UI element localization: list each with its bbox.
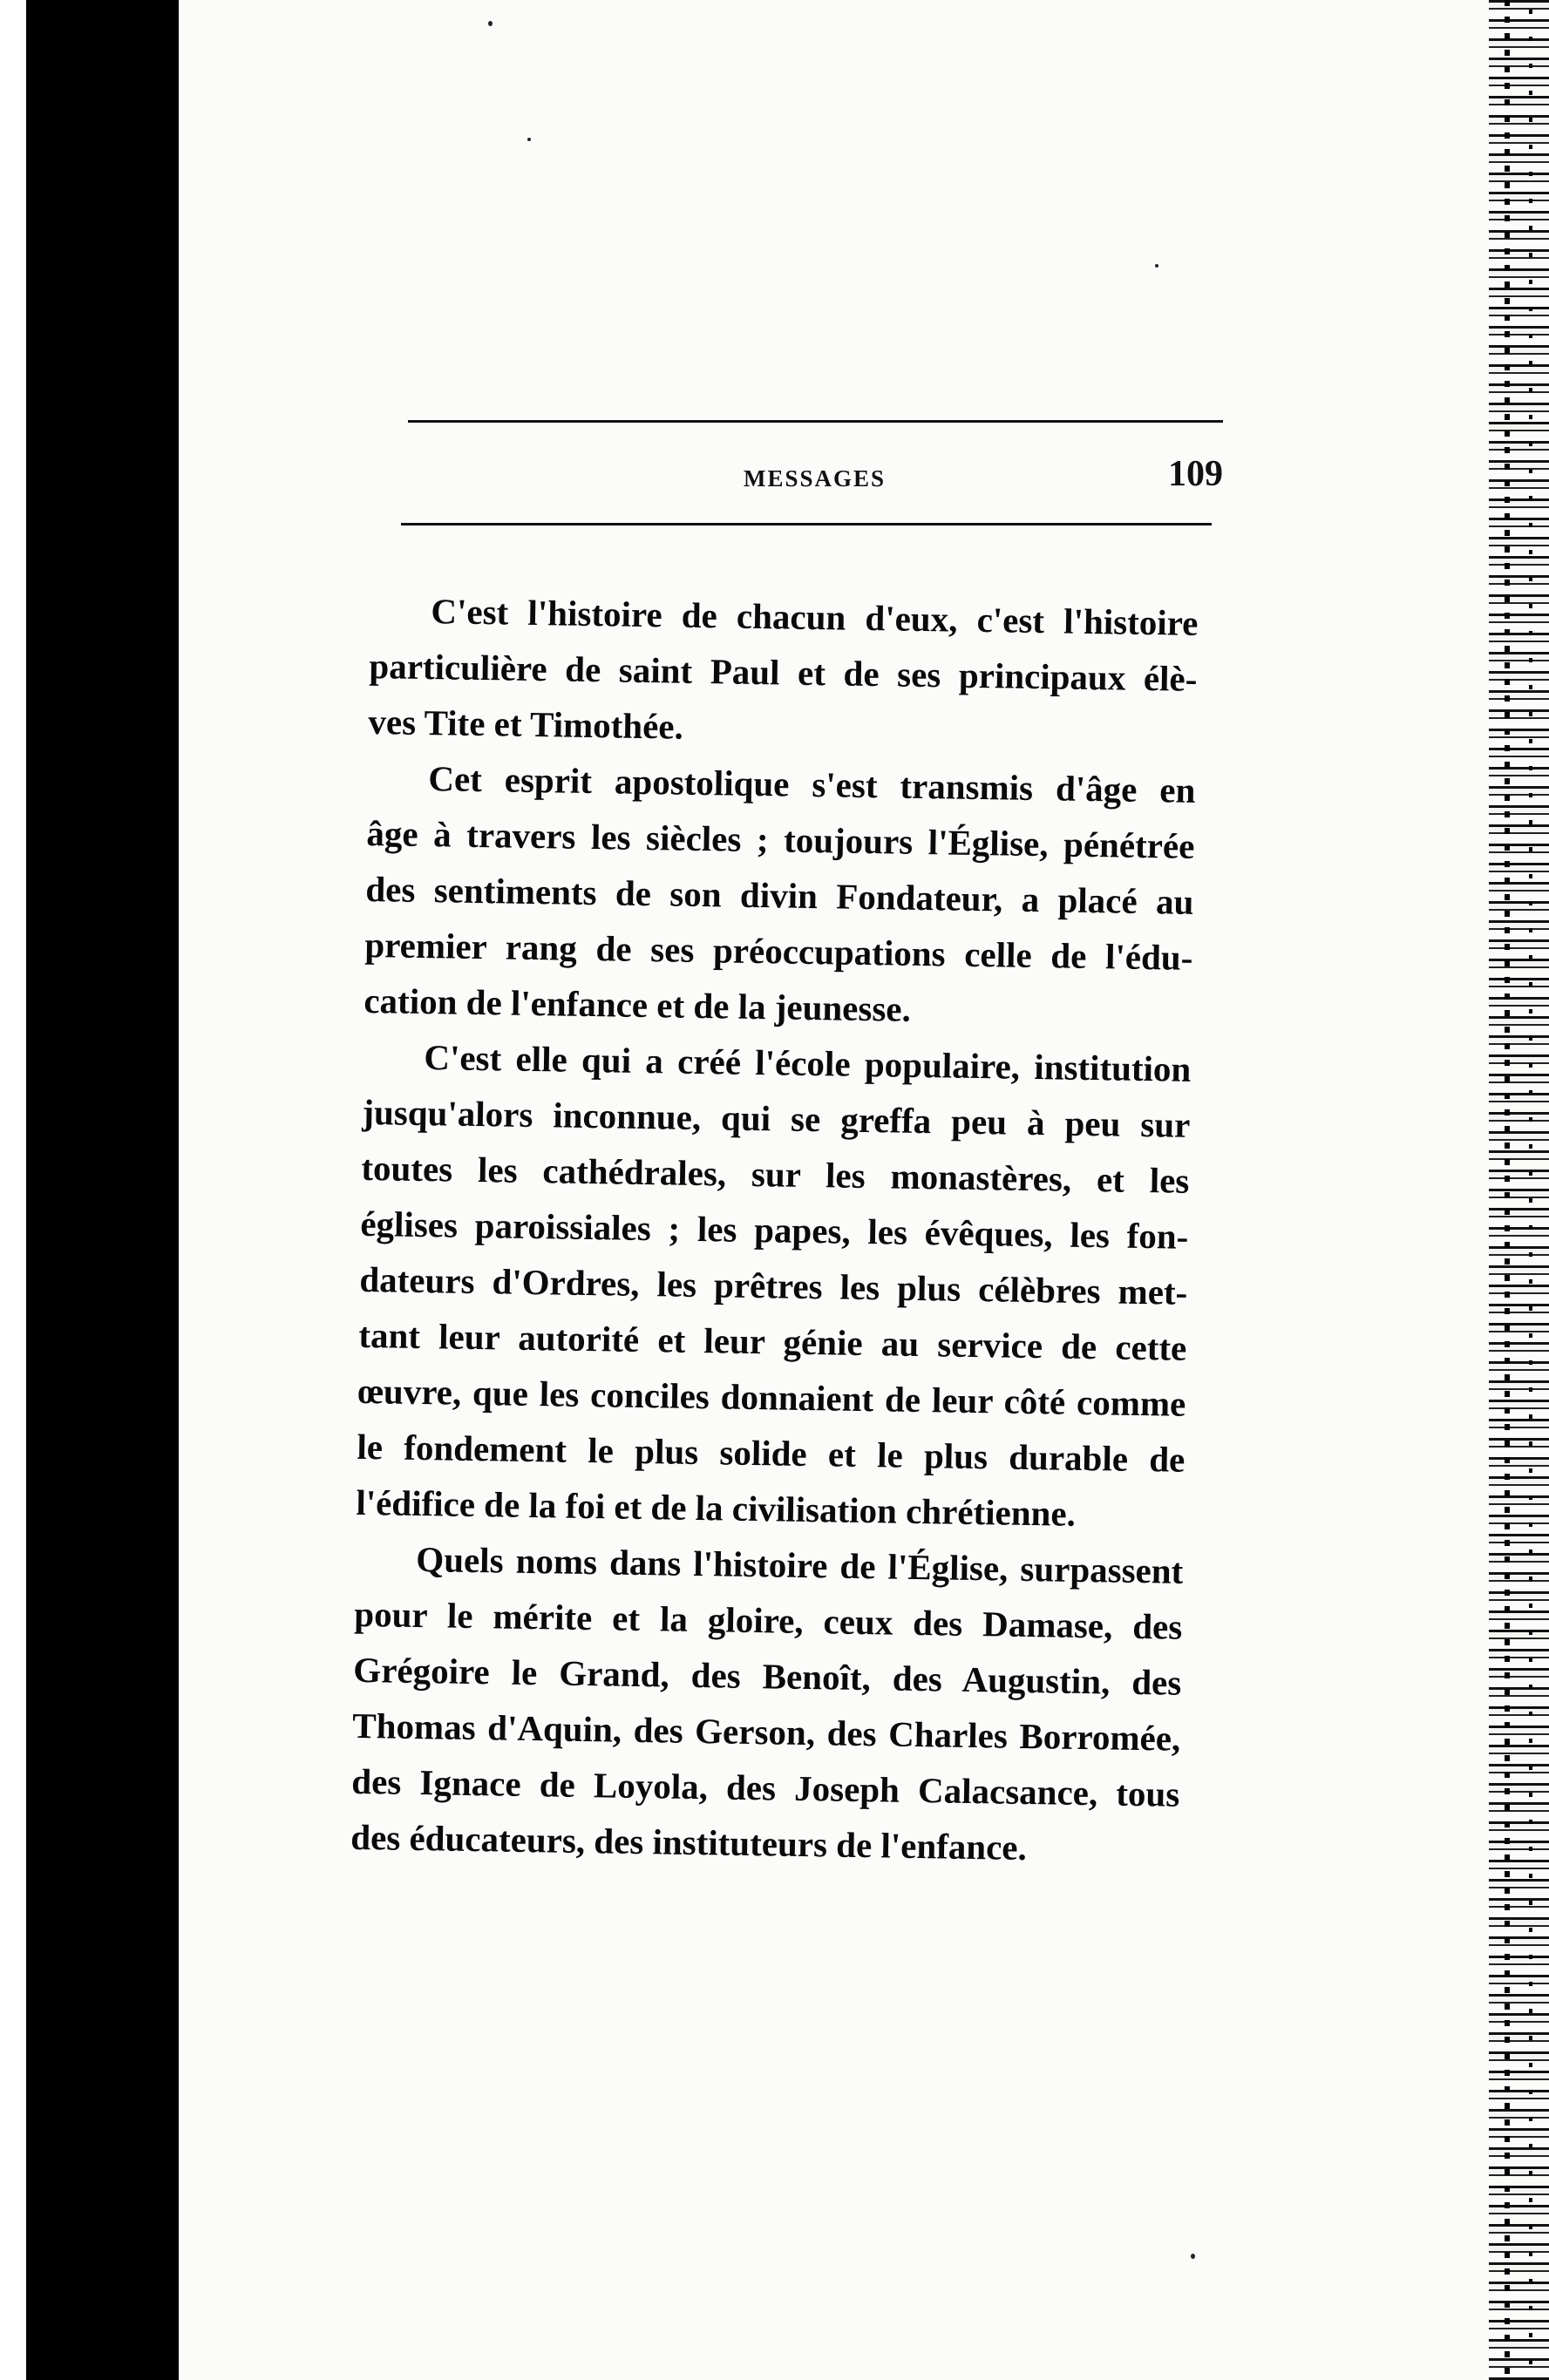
- scan-speck: [527, 138, 531, 141]
- header-rule-top: [408, 420, 1223, 423]
- text-line: des sentiments de son divin Fondateur, a placé au: [365, 868, 1194, 922]
- text-line: églises paroissiales ; les papes, les évêques, les fon-: [360, 1203, 1189, 1257]
- text-line: cation de l'enfance et de la jeunesse.: [363, 980, 912, 1029]
- text-line: Thomas d'Aquin, des Gerson, des Charles Borromée,: [352, 1705, 1181, 1759]
- text-line: pour le mérite et la gloire, ceux des Damase, des: [354, 1593, 1183, 1647]
- text-line: C'est l'histoire de chacun d'eux, c'est l'histoire: [431, 591, 1199, 643]
- text-line: âge à travers les siècles ; toujours l'Église, pénétrée: [366, 812, 1195, 866]
- text-line: des Ignace de Loyola, des Joseph Calacsance, tous: [351, 1760, 1180, 1814]
- body-text: [350, 582, 1199, 1878]
- running-title: MESSAGES: [744, 465, 887, 492]
- text-line: particulière de saint Paul et de ses principaux élè-: [369, 645, 1198, 699]
- text-line: dateurs d'Ordres, les prêtres les plus célèbres met-: [359, 1258, 1188, 1312]
- text-line: le fondement le plus solide et le plus durable de: [357, 1426, 1186, 1480]
- scan-speck: [488, 21, 493, 26]
- scan-right-edge: [1489, 0, 1549, 2380]
- text-line: Quels noms dans l'histoire de l'Église, surpassent: [416, 1538, 1184, 1591]
- text-line: tant leur autorité et leur génie au service de cette: [358, 1314, 1187, 1368]
- text-line: ves Tite et Timothée.: [368, 701, 684, 747]
- text-line: C'est elle qui a créé l'école populaire, institution: [424, 1037, 1192, 1089]
- text-line: des éducateurs, des instituteurs de l'enfance.: [350, 1816, 1028, 1868]
- text-line: l'édifice de la foi et de la civilisation chrétienne.: [356, 1482, 1077, 1534]
- scan-speck: [1155, 264, 1158, 268]
- text-line: Grégoire le Grand, des Benoît, des Augustin, des: [353, 1649, 1182, 1703]
- scan-speck: [1191, 2254, 1195, 2259]
- text-line: Cet esprit apostolique s'est transmis d'âge en: [428, 758, 1196, 810]
- text-line: jusqu'alors inconnue, qui se greffa peu à peu sur: [362, 1091, 1191, 1145]
- text-line: toutes les cathédrales, sur les monastères, et les: [361, 1147, 1190, 1201]
- scan-left-margin: [0, 0, 26, 2380]
- text-line: œuvre, que les conciles donnaient de leur côté comme: [357, 1370, 1186, 1424]
- running-head: [408, 453, 1223, 514]
- text-line: premier rang de ses préoccupations celle de l'édu-: [364, 924, 1193, 978]
- header-rule-bottom: [401, 523, 1212, 525]
- page-number: 109: [1168, 454, 1223, 494]
